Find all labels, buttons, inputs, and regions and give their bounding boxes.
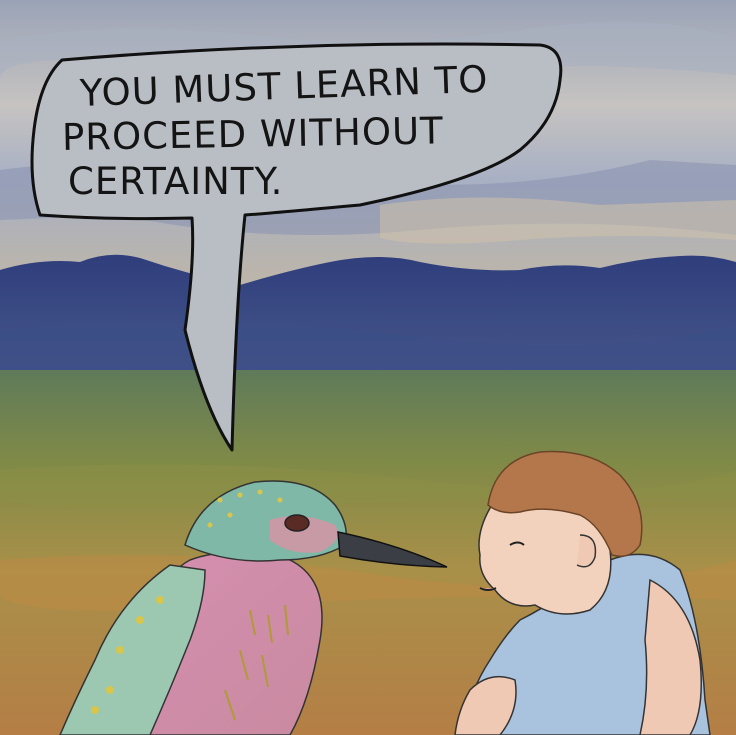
speech-line: PROCEED WITHOUT xyxy=(61,109,445,159)
speech-line: YOU MUST LEARN TO xyxy=(79,57,490,115)
speech-bubble-text xyxy=(61,57,542,204)
boy-ear xyxy=(577,535,595,567)
speech-line: CERTAINTY. xyxy=(68,160,284,203)
bird-eye xyxy=(285,515,309,531)
boy-mouth xyxy=(480,588,496,590)
cloud-band xyxy=(380,198,736,244)
